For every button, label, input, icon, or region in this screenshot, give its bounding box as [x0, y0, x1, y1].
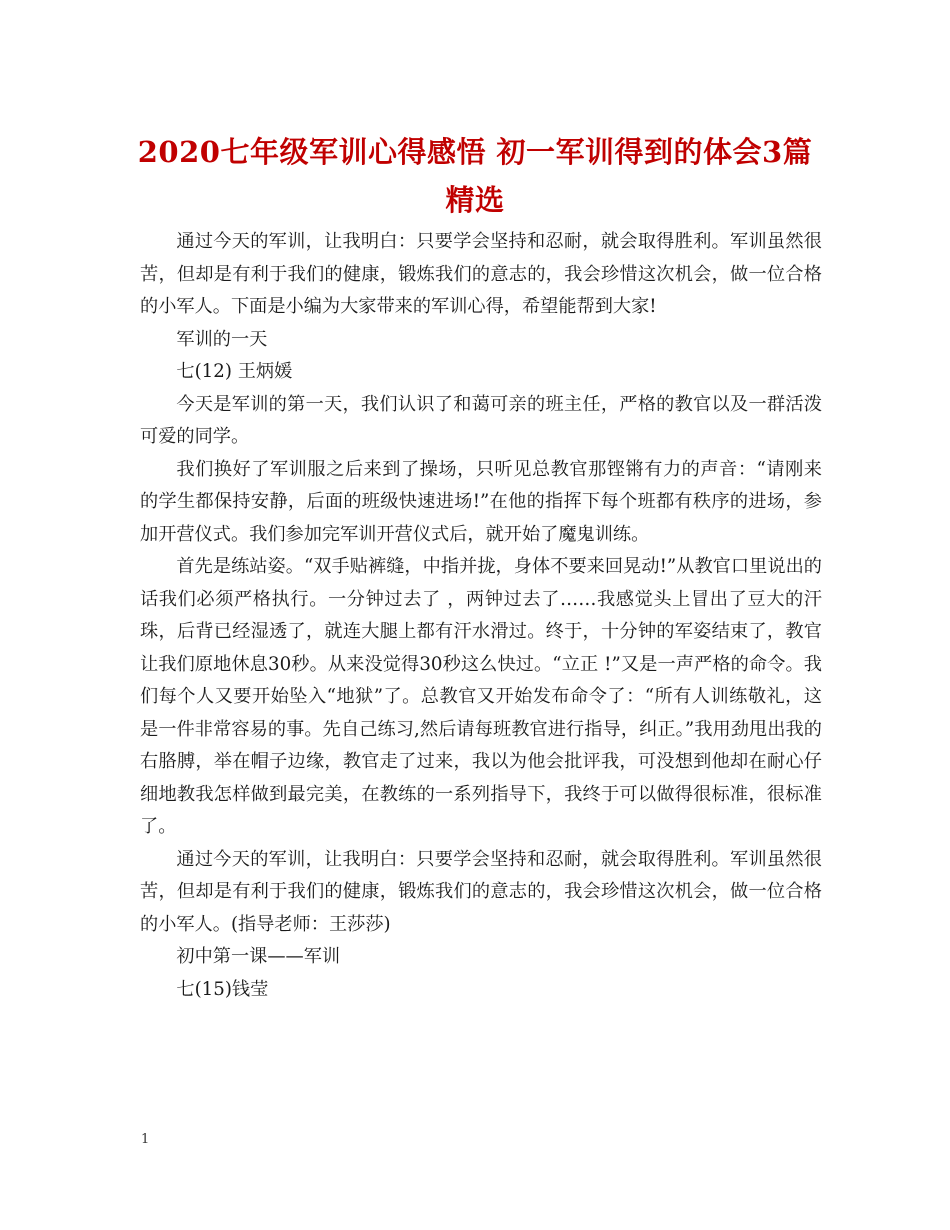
section-heading-first-lesson: 初中第一课——军训: [176, 946, 341, 967]
paragraph-intro: 通过今天的军训，让我明白：只要学会坚持和忍耐，就会取得胜利。军训虽然很苦，但却是有利于我们的健康，锻炼我们的意志的，我会珍惜这次机会，做一位合格的小军人。下面是小编为大家带来的军训心得，希望能帮到大家!: [140, 231, 822, 317]
author-line: 七(12) 王炳媛: [176, 361, 293, 382]
paragraph: 通过今天的军训，让我明白：只要学会坚持和忍耐，就会取得胜利。军训虽然很苦，但却是有利于我们的健康，锻炼我们的意志的，我会珍惜这次机会，做一位合格的小军人。(指导老师：王莎莎): [140, 848, 822, 935]
section-heading-first-day: 军训的一天: [176, 328, 268, 350]
paragraph: 今天是军训的第一天，我们认识了和蔼可亲的班主任，严格的教官以及一群活泼可爱的同学。: [140, 393, 822, 447]
document-body: [140, 226, 822, 1006]
page-number: 1: [141, 1132, 150, 1147]
paragraph: 首先是练站姿。“双手贴裤缝，中指并拢，身体不要来回晃动!”从教官口里说出的话我们必须严格执行。一分钟过去了 ，两钟过去了……我感觉头上冒出了豆大的汗珠，后背已经湿透了，就连大腿上都有汗水滑过。终于，十分钟的军姿结束了，教官让我们原地休息30秒。从来没觉得30秒这么快过。“立正 !”又是一声严格的命令。我们每个人又要开始坠入“地狱”了。总教官又开始发布命令了：“所有人训练敬礼，这是一件非常容易的事。先自己练习,然后请每班教官进行指导，纠正。”我用劲甩出我的右胳膊，举在帽子边缘，教官走了过来，我以为他会批评我，可没想到他却在耐心仔细地教我怎样做到最完美，在教练的一系列指导下，我终于可以做得很标准，很标准了。: [140, 556, 822, 837]
paragraph: 我们换好了军训服之后来到了操场，只听见总教官那铿锵有力的声音：“请刚来的学生都保持安静，后面的班级快速进场!”在他的指挥下每个班都有秩序的进场，参加开营仪式。我们参加完军训开营仪式后，就开始了魔鬼训练。: [140, 458, 822, 545]
document-title: 2020七年级军训心得感悟 初一军训得到的体会3篇精选: [137, 135, 813, 217]
author-line: 七(15)钱莹: [176, 978, 269, 1000]
